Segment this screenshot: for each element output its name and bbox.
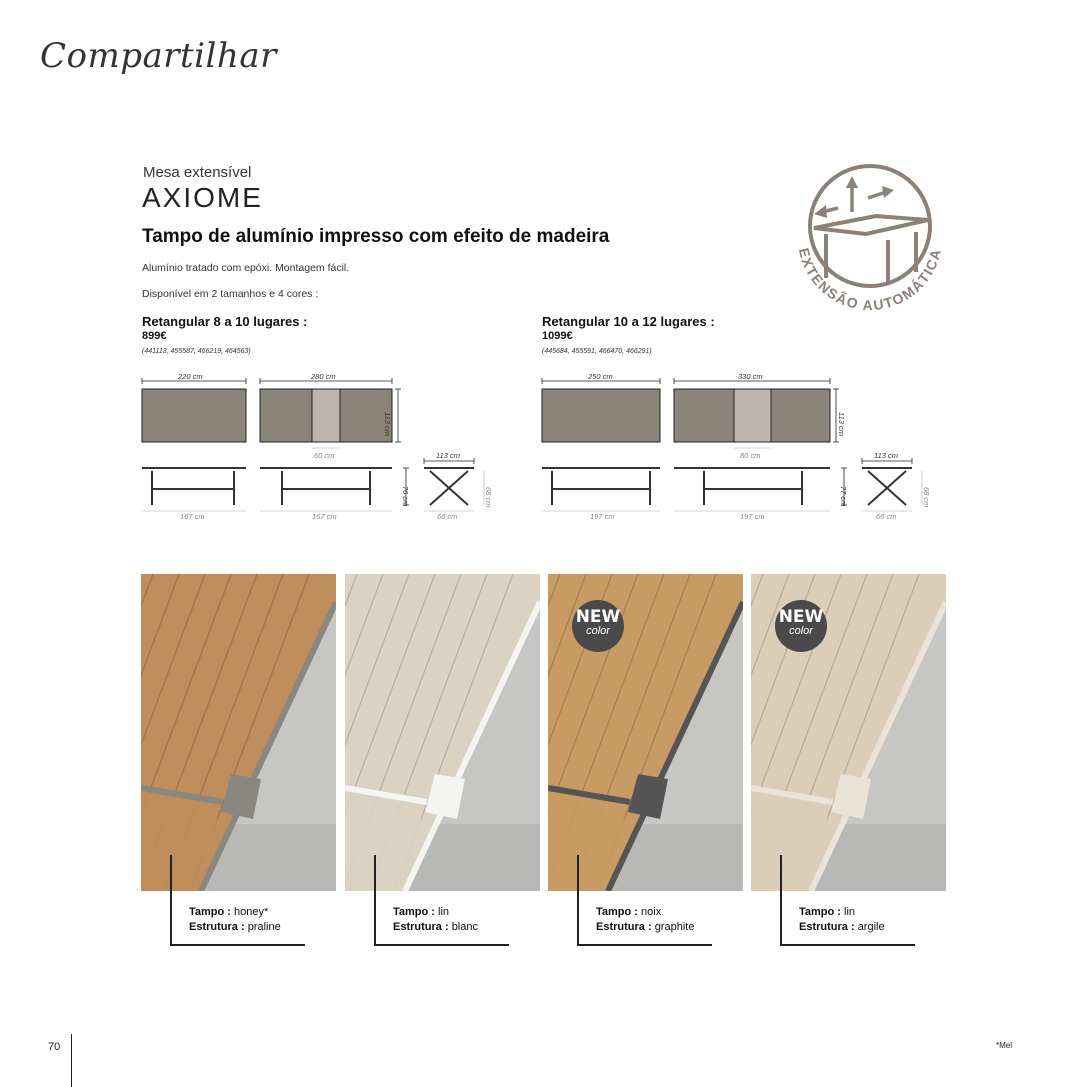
- new-color-badge: [775, 600, 827, 652]
- end-view: [424, 468, 474, 505]
- dim-height: 76 cm: [401, 486, 410, 507]
- product-type: Mesa extensível: [143, 164, 252, 181]
- caption-leader-line: [374, 855, 376, 945]
- dim-side-width: 113 cm: [436, 451, 461, 460]
- finish-caption: Tampo : noix Estrutura : graphite: [596, 906, 695, 933]
- extension-arrows-icon: [814, 176, 894, 218]
- end-view: [862, 468, 912, 505]
- caption-underline: [170, 944, 305, 946]
- auto-extension-badge: [776, 148, 966, 318]
- variant-refs: (445684, 455591, 466470, 466291): [542, 348, 652, 355]
- product-description: Alumínio tratado com epóxi. Montagem fácil.: [142, 262, 350, 274]
- dim-height: 77 cm: [839, 486, 848, 507]
- new-badge-line2: color: [586, 625, 610, 637]
- section-title: Compartilhar: [40, 36, 277, 76]
- side-view-open: [674, 468, 830, 505]
- dim-leg-span-closed: 167 cm: [180, 512, 205, 521]
- caption-underline: [577, 944, 712, 946]
- dimension-drawing-8-10: [130, 365, 510, 530]
- auto-extension-label: EXTENSÃO AUTOMÁTICA: [795, 246, 945, 314]
- finish-caption: Tampo : honey* Estrutura : praline: [189, 906, 281, 933]
- product-name: AXIOME: [142, 182, 263, 213]
- product-headline: Tampo de alumínio impresso com efeito de madeira: [142, 226, 610, 247]
- new-badge-line2: color: [789, 625, 813, 637]
- new-color-badge: [572, 600, 624, 652]
- caption-leader-line: [577, 855, 579, 945]
- footnote: *Mel: [996, 1041, 1013, 1050]
- dim-extension: 60 cm: [314, 451, 335, 460]
- caption-underline: [780, 944, 915, 946]
- caption-leader-line: [780, 855, 782, 945]
- side-view-closed: [542, 468, 660, 505]
- variant-title: Retangular 8 a 10 lugares :: [142, 314, 308, 329]
- caption-leader-line: [170, 855, 172, 945]
- dim-leg-span-open: 197 cm: [740, 512, 765, 521]
- dim-side-clearance: 68 cm: [484, 487, 493, 508]
- dim-leg-span-open: 167 cm: [312, 512, 337, 521]
- dim-side-width: 113 cm: [874, 451, 899, 460]
- dim-side-leg-span: 66 cm: [876, 512, 897, 521]
- dim-closed-length: 220 cm: [178, 372, 203, 381]
- product-availability: Disponível em 2 tamanhos e 4 cores :: [142, 288, 319, 300]
- finish-photo: [345, 574, 540, 891]
- new-badge-line1: NEW: [778, 607, 824, 627]
- dim-width: 113 cm: [383, 412, 392, 437]
- caption-underline: [374, 944, 509, 946]
- variant-refs: (441113, 455587, 466219, 464563): [142, 348, 251, 355]
- side-view-closed: [142, 468, 246, 505]
- new-badge-line1: NEW: [575, 607, 621, 627]
- dim-leg-span-closed: 197 cm: [590, 512, 615, 521]
- page-divider: [71, 1034, 72, 1087]
- finish-caption: Tampo : lin Estrutura : argile: [799, 906, 885, 933]
- dimension-drawing-10-12: [530, 365, 940, 530]
- finish-caption: Tampo : lin Estrutura : blanc: [393, 906, 478, 933]
- variant-price: 899€: [142, 330, 167, 342]
- dim-closed-length: 250 cm: [588, 372, 613, 381]
- top-view-closed: [142, 389, 246, 442]
- dim-extension: 80 cm: [740, 451, 761, 460]
- variant-title: Retangular 10 a 12 lugares :: [542, 314, 715, 329]
- top-view-closed: [542, 389, 660, 442]
- page-number: 70: [48, 1041, 61, 1053]
- side-view-open: [260, 468, 392, 505]
- finish-photo: [141, 574, 336, 891]
- variant-price: 1099€: [542, 330, 573, 342]
- dim-side-clearance: 68 cm: [922, 487, 931, 508]
- dim-side-leg-span: 66 cm: [437, 512, 458, 521]
- dim-open-length: 280 cm: [311, 372, 336, 381]
- dim-width: 113 cm: [837, 412, 846, 437]
- dim-open-length: 330 cm: [738, 372, 763, 381]
